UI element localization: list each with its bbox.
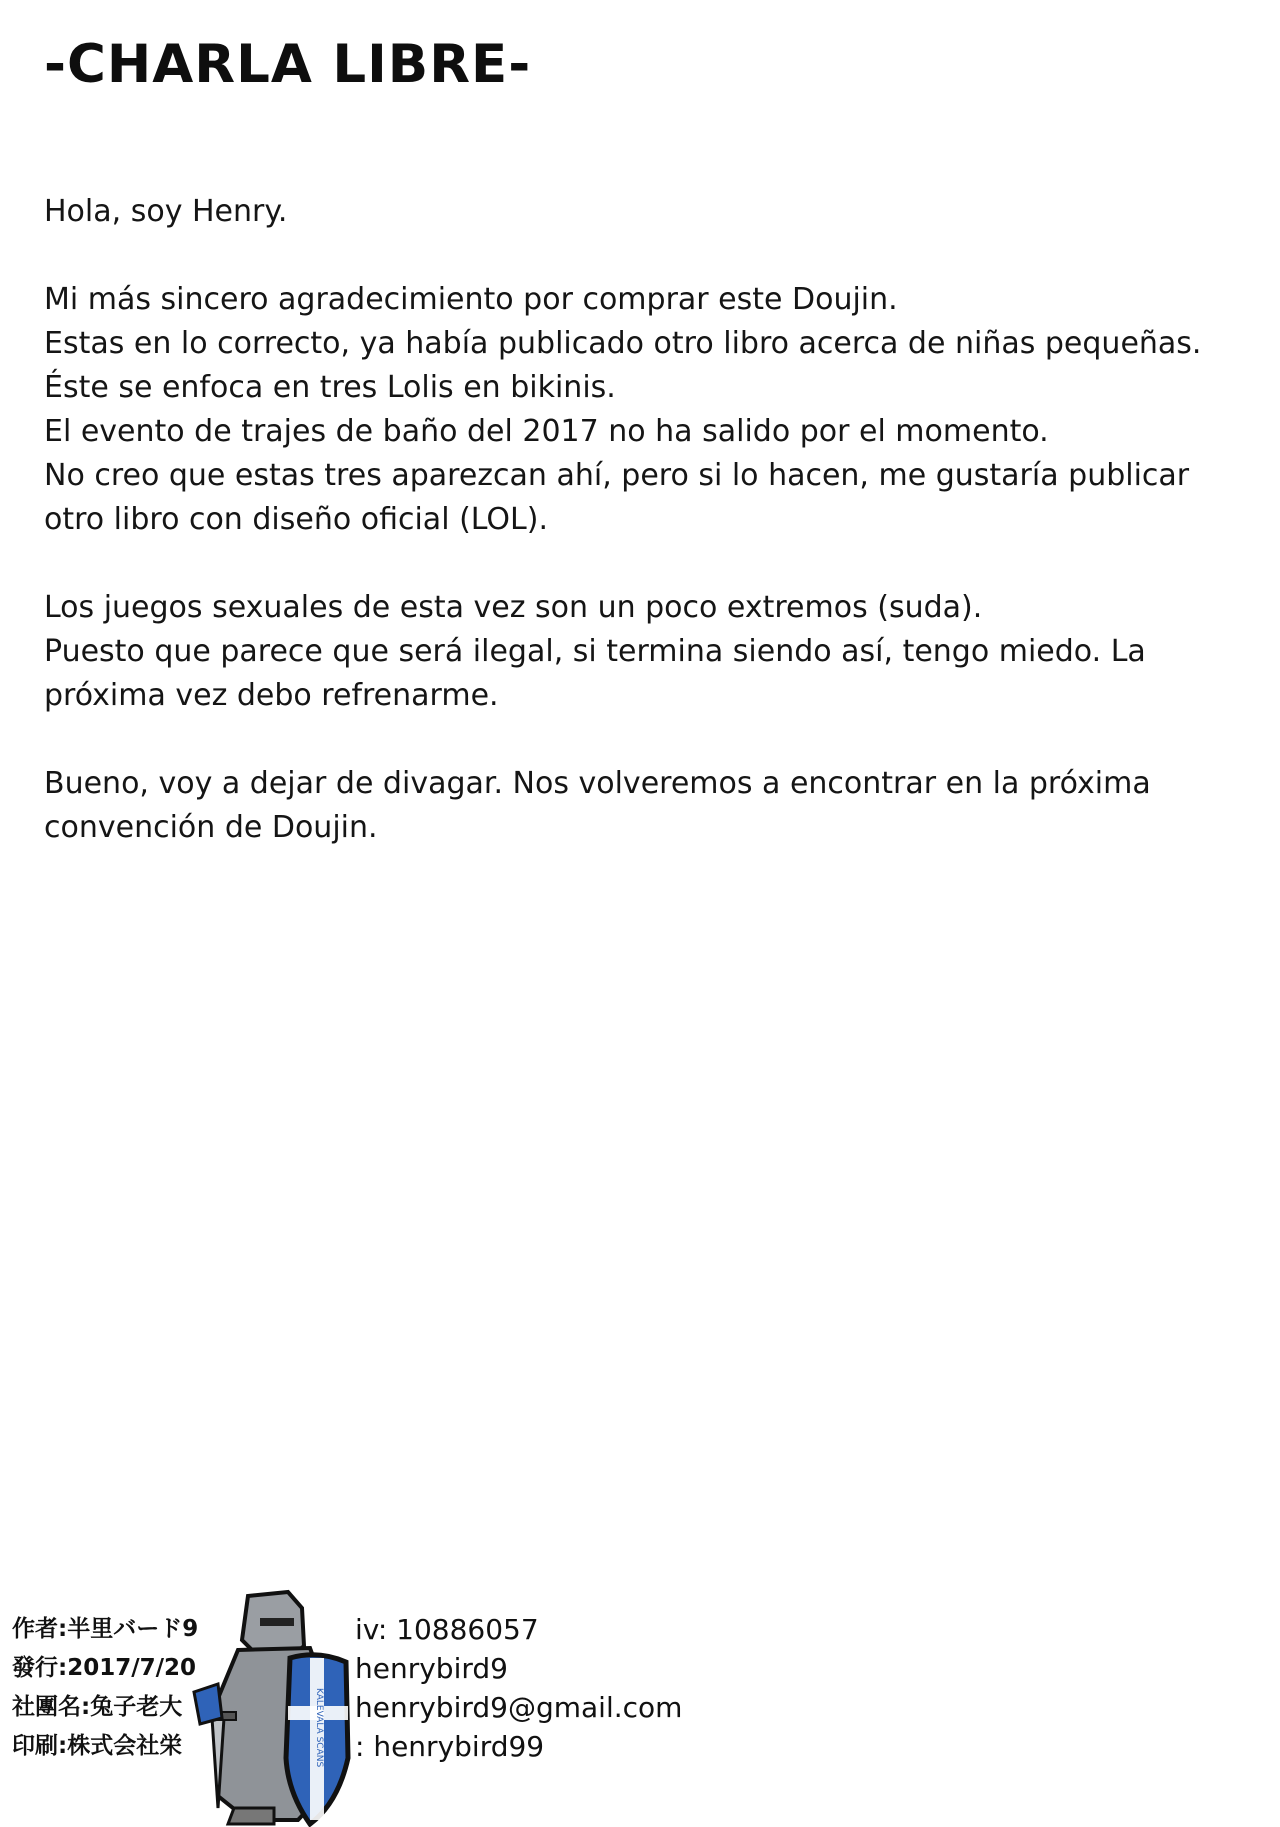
colophon	[12, 1610, 198, 1766]
text-line: otro libro con diseño oficial (LOL).	[44, 502, 548, 537]
text-line: El evento de trajes de baño del 2017 no ha salido por el momento.	[44, 414, 1049, 449]
paragraph-greeting	[44, 190, 1244, 234]
text-line: Hola, soy Henry.	[44, 194, 288, 229]
colophon-author: 作者:半里バード9	[12, 1616, 199, 1642]
free-talk-body	[44, 190, 1244, 894]
knight-shield-icon	[178, 1588, 378, 1827]
text-line: Mi más sincero agradecimiento por comprar este Doujin.	[44, 282, 898, 317]
text-line: próxima vez debo refrenarme.	[44, 678, 499, 713]
text-line: convención de Doujin.	[44, 810, 378, 845]
colophon-published: 發行:2017/7/20	[12, 1655, 197, 1681]
text-line: Éste se enfoca en tres Lolis en bikinis.	[44, 370, 616, 405]
text-line: Los juegos sexuales de esta vez son un poco extremos (suda).	[44, 590, 983, 625]
contact-pixiv: iv: 10886057	[355, 1613, 539, 1646]
colophon-circle: 社團名:兔子老大	[12, 1694, 183, 1720]
paragraph-content	[44, 586, 1244, 718]
text-line: Estas en lo correcto, ya había publicado otro libro acerca de niñas pequeñas.	[44, 326, 1202, 361]
text-line: No creo que estas tres aparezcan ahí, pero si lo hacen, me gustaría publicar	[44, 458, 1190, 493]
page-title: -CHARLA LIBRE-	[44, 34, 532, 95]
colophon-printer: 印刷:株式会社栄	[12, 1733, 183, 1759]
text-line: Bueno, voy a dejar de divagar. Nos volveremos a encontrar en la próxima	[44, 766, 1151, 801]
paragraph-thanks	[44, 278, 1244, 542]
contact-other: : henrybird99	[355, 1730, 545, 1763]
contact-info	[355, 1610, 682, 1766]
svg-text:KALEVALA SCANS: KALEVALA SCANS	[314, 1688, 324, 1768]
paragraph-farewell	[44, 762, 1244, 850]
text-line: Puesto que parece que será ilegal, si termina siendo así, tengo miedo. La	[44, 634, 1146, 669]
contact-twitter: henrybird9	[355, 1652, 508, 1685]
contact-email: henrybird9@gmail.com	[355, 1691, 683, 1724]
